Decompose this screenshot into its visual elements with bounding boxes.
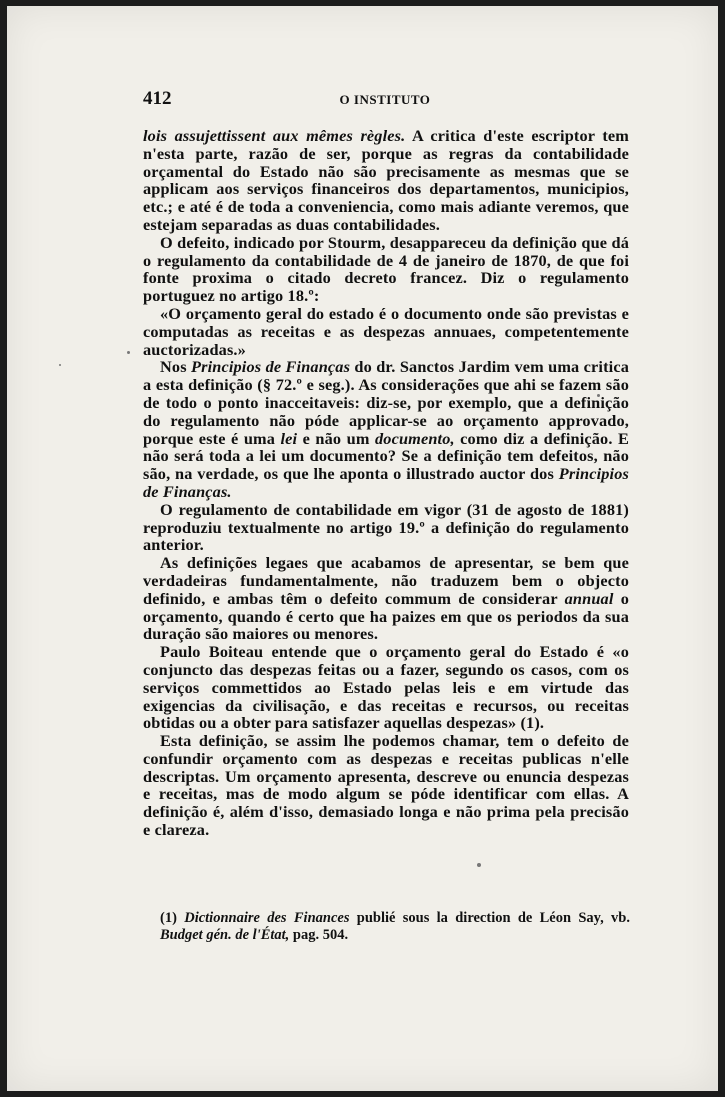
paragraph-5: O regulamento de contabilidade em vigor (31 de agosto de 1881) reproduziu textualmente no artigo 19.º a definição do regulamento anterior. <box>143 499 629 555</box>
footnote-marker: (1) <box>160 910 185 926</box>
footnote-text: publié sous la direction de Léon Say, vb. <box>349 910 630 926</box>
emphasis: lei <box>280 428 298 448</box>
footnote-title: Dictionnaire des Finances <box>184 910 350 926</box>
page-number: 412 <box>143 88 172 109</box>
page-header <box>143 88 627 110</box>
paragraph-8: Esta definição, se assim lhe podemos chamar, tem o defeito de confundir orçamento com as despezas e receitas publicas n'elle descriptas. Um orçamento apresenta, descreve ou enuncia despezas e receitas, mas de modo algum se póde identificar com ellas. A definição é, além d'isso, demasiado longa e não prima pela precisão e clareza. <box>143 731 629 840</box>
book-title: Principios de Finanças <box>191 357 351 377</box>
paragraph-1-text: A critica d'este escriptor tem n'esta parte, razão de ser, porque as regras da contabilidade orçamental do Estado não são precisamente as mesmas que se applicam aos serviços financeiros dos departamentos, municipios, etc.; e até é de toda a conveniencia, como mais adiante veremos, que estejam separadas as duas contabilidades. <box>143 126 629 234</box>
p6-text: o orçamento, quando é certo que ha paizes em que os periodos da sua duração são maiores ou menores. <box>143 588 629 644</box>
p4-text: Nos <box>160 357 191 377</box>
emphasis: documento, <box>375 428 455 448</box>
p6-text: As definições legaes que acabamos de apresentar, se bem que verdadeiras fundamentalmente, não traduzem bem o objecto definido, e ambas têm o defeito commum de considerar <box>143 553 629 608</box>
emphasis: annual <box>564 588 614 608</box>
body-text <box>143 127 629 839</box>
footnote-1 <box>160 910 630 944</box>
paragraph-7: Paulo Boiteau entende que o orçamento geral do Estado é «o conjuncto das despezas feitas ou a fazer, segundo os casos, com os serviços commettidos ao Estado pelas leis e em virtude das exigencias da civilisação, e das receitas e recursos, ou receitas obtidas ou a obter para satisfazer aquellas despezas» (1). <box>143 642 629 733</box>
book-title: Principios de Finanças. <box>143 464 629 501</box>
paper-speck <box>59 364 61 366</box>
running-title: O INSTITUTO <box>339 92 431 107</box>
paper-speck <box>127 351 130 354</box>
paragraph-4 <box>143 358 629 500</box>
footnote-title: Budget gén. de l'État, <box>160 927 290 943</box>
footnote-text: pag. 504. <box>289 927 349 943</box>
paragraph-3-quote: «O orçamento geral do estado é o documento onde são previstas e computadas as receitas e as despezas annuaes, competentemente auctorizadas.» <box>143 303 629 359</box>
footnote <box>160 910 630 944</box>
paragraph-2: O defeito, indicado por Stourm, desappareceu da definição que dá o regulamento da contabilidade de 4 de janeiro de 1870, de que foi fonte proxima o citado decreto francez. Diz o regulamento portuguez no artigo 18.º: <box>143 232 629 306</box>
p4-text: e não um <box>297 428 375 448</box>
french-quote: lois assujettissent aux mêmes règles. <box>143 126 406 145</box>
paragraph-1 <box>143 127 629 234</box>
paragraph-6 <box>143 554 629 643</box>
p4-text: como diz a definição. E não será toda a lei um documento? Se a definição tem defeitos, não são, na verdade, os que lhe aponta o illustrado auctor dos <box>143 428 629 484</box>
paper-speck <box>477 863 481 867</box>
p4-text: do dr. Sanctos Jardim vem uma critica a esta definição (§ 72.º e seg.). As considerações que ahi se fazem são de todo o ponto inacceitaveis: diz-se, por exemplo, que a definição do regulamento não póde applicar-se ao orçamento approvado, porque este é uma <box>143 357 629 448</box>
